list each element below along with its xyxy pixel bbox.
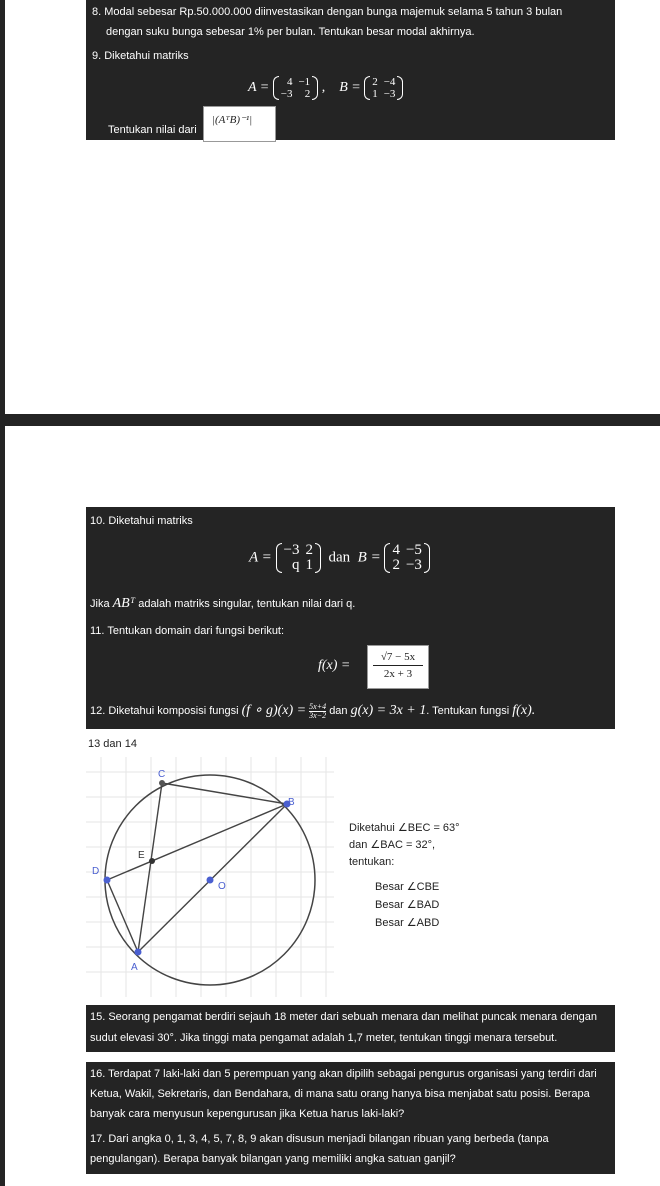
q9-title: 9. Diketahui matriks	[92, 50, 189, 62]
q15-line2: sudut elevasi 30°. Jika tinggi mata pengamat adalah 1,7 meter, tentukan tinggi menara tersebut.	[90, 1032, 558, 1044]
matrix-b-label: B =	[357, 549, 381, 566]
q12-line: 12. Diketahui komposisi fungsi (f ∘ g)(x) = $\frac{5x+4}{3x-2}$ dan g(x) = 3x + 1. Tentukan fungsi f(x).	[90, 701, 536, 720]
q15-block	[86, 1005, 615, 1052]
point-a	[135, 949, 142, 956]
label-c: C	[158, 769, 166, 780]
ask: tentukan:	[349, 856, 395, 868]
frame-divider	[0, 414, 660, 426]
point-o	[207, 877, 214, 884]
matrix-b: 2 −4 1 −3	[364, 76, 403, 100]
q16-line3: banyak cara menyusun kepengurusan jika Ketua harus laki-laki?	[90, 1108, 405, 1120]
figure-text	[349, 820, 460, 932]
fraction-numerator: √7 − 5x	[373, 651, 423, 666]
q11-fraction-box	[367, 645, 429, 689]
item-2: Besar ∠BAD	[375, 899, 440, 911]
q17-line1: 17. Dari angka 0, 1, 3, 4, 5, 7, 8, 9 akan disusun menjadi bilangan ribuan yang berbeda (tanpa	[90, 1133, 549, 1145]
q16-q17-block	[86, 1062, 615, 1174]
frame-left-bottom	[0, 414, 5, 1186]
matrix-a: −3 2 q 1	[276, 543, 321, 573]
q12-frac-den: 3x−2	[309, 710, 327, 720]
given-2: dan ∠BAC = 32°,	[349, 839, 436, 851]
q9-expression: |(AᵀB)⁻¹|	[212, 114, 253, 126]
q10-line: Jika ABᵀ adalah matriks singular, tentukan nilai dari q.	[90, 596, 356, 611]
top-question-block	[86, 0, 615, 140]
matrix-a-label: A =	[248, 80, 270, 96]
matrix-b-label: B =	[339, 80, 361, 96]
fraction-denominator: 2x + 3	[383, 668, 413, 680]
label-e: E	[138, 850, 145, 861]
label-d: D	[92, 866, 100, 877]
q9-matrices: A = 4 −1 −3 2 , B = 2 −4 1 −3	[248, 76, 403, 100]
q15-line1: 15. Seorang pengamat berdiri sejauh 18 meter dari sebuah menara dan melihat puncak menara dengan	[90, 1011, 597, 1023]
q9-expression-box	[203, 106, 276, 142]
matrix-a-label: A =	[249, 549, 272, 566]
figure-heading: 13 dan 14	[88, 738, 137, 750]
frame-left-top	[0, 0, 5, 420]
point-d	[104, 877, 111, 884]
dan-word: dan	[328, 549, 351, 566]
q16-line2: Ketua, Wakil, Sekretaris, dan Bendahara, di mana satu orang hanya bisa menjabat satu posisi. Berapa	[90, 1088, 590, 1100]
label-b: B	[288, 797, 295, 808]
q8-line2: dengan suku bunga sebesar 1% per bulan. Tentukan besar modal akhirnya.	[106, 26, 475, 38]
circle-figure	[86, 757, 334, 997]
q10-matrices	[249, 543, 430, 573]
q17-line2: pengulangan). Berapa banyak bilangan yang memiliki angka satuan ganjil?	[90, 1153, 456, 1165]
q10-expression: ABᵀ	[112, 596, 136, 611]
q11-function-label: f(x) =	[318, 658, 351, 673]
q12-frac-num: 5x+4	[309, 701, 327, 711]
q11-title: 11. Tentukan domain dari fungsi berikut:	[90, 625, 285, 637]
q8-line1: 8. Modal sebesar Rp.50.000.000 diinvestasikan dengan bunga majemuk selama 5 tahun 3 bulan	[92, 6, 563, 18]
q16-line1: 16. Terdapat 7 laki-laki dan 5 perempuan yang akan dipilih sebagai pengurus organisasi yang terdiri dari	[90, 1068, 597, 1080]
item-1: Besar ∠CBE	[375, 881, 440, 893]
point-e	[149, 858, 155, 864]
mid-question-block	[86, 507, 615, 729]
segment-bd	[107, 804, 287, 880]
segment-ca	[138, 783, 162, 952]
matrix-a: 4 −1 −3 2	[273, 76, 318, 100]
matrix-b: 4 −5 2 −3	[384, 543, 429, 573]
given-1: Diketahui ∠BEC = 63°	[349, 822, 460, 834]
label-a: A	[131, 962, 138, 973]
q10-title: 10. Diketahui matriks	[90, 515, 193, 527]
label-o: O	[218, 881, 226, 892]
q9-ask: Tentukan nilai dari	[108, 124, 197, 136]
point-c	[159, 780, 165, 786]
item-3: Besar ∠ABD	[375, 917, 440, 929]
